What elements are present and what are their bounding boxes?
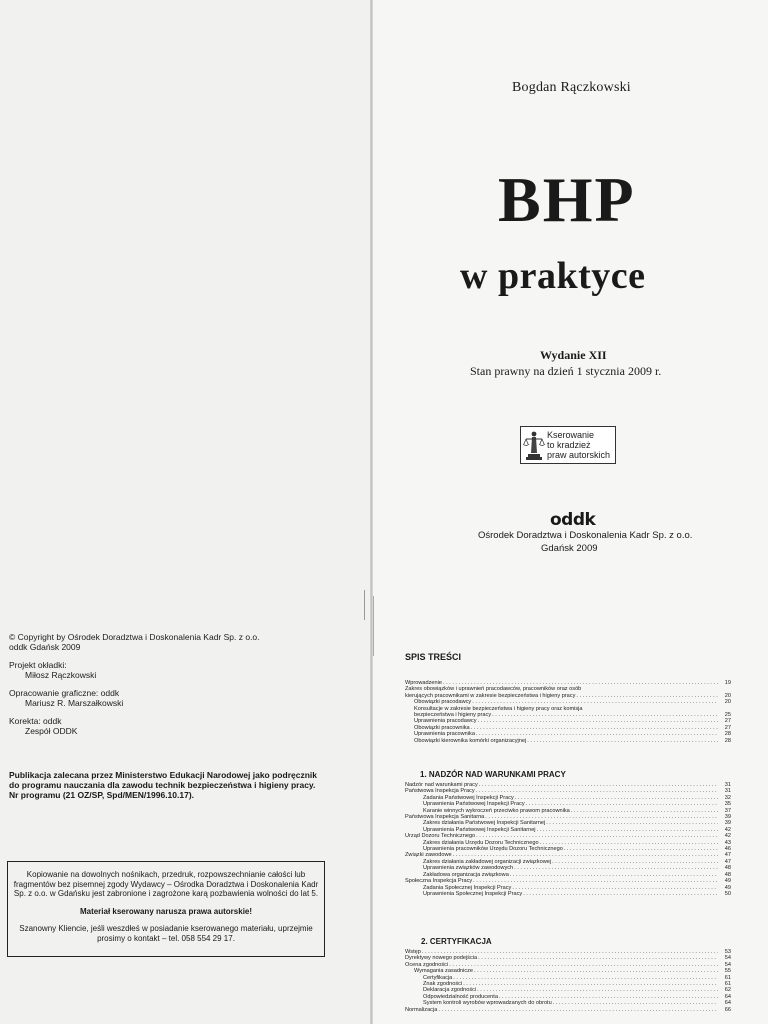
toc-entry-title: Zakres obowiązków i uprawnień pracodawców, pracowników oraz osób <box>405 686 582 693</box>
toc-page-number: 39 <box>724 820 731 827</box>
toc-entry-title: Nadzór nad warunkami pracy <box>405 782 478 788</box>
toc-entry-title: Społeczna Inspekcja Pracy <box>405 878 473 885</box>
toc-page-number: 55 <box>724 968 731 975</box>
toc-page-number: 54 <box>724 955 731 962</box>
toc-page-number: 19 <box>724 680 731 686</box>
toc-entry-title: Państwowa Inspekcja Sanitarna <box>405 814 485 821</box>
toc-heading: SPIS TREŚCI <box>405 652 462 662</box>
toc-entry-title: Uprawnienia Państwowej Inspekcji Pracy <box>423 801 525 808</box>
toc-section2-list <box>405 949 731 1013</box>
toc-leader-dots <box>523 891 718 897</box>
toc-page-number: 46 <box>724 846 731 853</box>
toc-section-title: 1. NADZÓR NAD WARUNKAMI PRACY <box>420 770 566 779</box>
toc-page-number: 35 <box>724 801 731 808</box>
toc-entry <box>405 891 731 897</box>
toc-page-number: 42 <box>724 826 731 833</box>
toc-entry-title: bezpieczeństwa i higieny pracy <box>414 712 492 719</box>
publisher-name: Ośrodek Doradztwa i Doskonalenia Kadr Sp. z o.o. <box>478 530 693 541</box>
legal-state-label: Stan prawny na dzień 1 stycznia 2009 r. <box>470 364 662 378</box>
toc-page-number: 48 <box>724 871 731 878</box>
credit-name: Zespół ODDK <box>25 726 78 736</box>
credit-name: Miłosz Rączkowski <box>25 670 97 680</box>
justice-statue-icon <box>521 427 547 463</box>
toc-page-number: 66 <box>724 1006 731 1013</box>
publisher-city: Gdańsk 2009 <box>541 543 598 554</box>
stamp-text <box>547 430 615 460</box>
toc-page-number: 62 <box>724 987 731 994</box>
toc-page-number: 20 <box>724 699 731 706</box>
toc-page-number: 49 <box>724 878 731 885</box>
toc-page-number: 47 <box>724 858 731 865</box>
credit-label: Korekta: oddk <box>9 716 62 726</box>
toc-page-number: 31 <box>724 788 731 795</box>
toc-page-number: 47 <box>724 852 731 859</box>
toc-page-number: 28 <box>724 731 731 738</box>
toc-page-number: 20 <box>724 692 731 699</box>
toc-section-title: 2. CERTYFIKACJA <box>421 937 492 946</box>
toc-entry-title: Certyfikacja <box>423 974 453 981</box>
copyright-stamp <box>520 426 616 464</box>
toc-page-number: 39 <box>724 814 731 821</box>
toc-section1-list <box>405 782 731 897</box>
toc-page-number: 27 <box>724 718 731 725</box>
toc-page-number: 37 <box>724 807 731 814</box>
toc-entry-title: Zakres działania Państwowej Inspekcji Sanitarnej <box>423 820 546 827</box>
toc-entry-title: kierujących pracownikami w zakresie bezpieczeństwa i higieny pracy <box>405 692 576 699</box>
toc-entry-title: Wstęp <box>405 949 421 955</box>
toc-entry-title: Normalizacja <box>405 1006 438 1013</box>
toc-page-number: 48 <box>724 865 731 872</box>
toc-entry-title: Zakres działania zakładowej organizacji związkowej <box>423 858 552 865</box>
copyright-block <box>9 632 260 652</box>
toc-entry-title: Związki zawodowe <box>405 852 452 859</box>
toc-entry-title: Wprowadzenie <box>405 680 442 686</box>
toc-page-number: 50 <box>724 890 731 897</box>
toc-entry-title: Zadania Państwowej Inspekcji Pracy <box>423 794 514 801</box>
toc-entry-title: Obowiązki kierownika komórki organizacyjnej <box>414 737 527 744</box>
toc-page-number: 49 <box>724 884 731 891</box>
toc-page-number: 54 <box>724 961 731 968</box>
book-spine <box>370 0 373 1024</box>
credit-label: Opracowanie graficzne: oddk <box>9 688 120 698</box>
ministry-recommendation: Publikacja zalecana przez Ministerstwo Edukacji Narodowej jako podręcznik do programu nauczania dla zawodu technik bezpieczeństwa i higieny pracy. Nr programu (21 OZ/SP, Spd/MEN/1996.10.17). <box>9 770 317 800</box>
toc-page-number: 27 <box>724 724 731 731</box>
credit-label: Projekt okładki: <box>9 660 67 670</box>
notice-warning: Materiał kserowany narusza prawa autorskie! <box>79 906 253 916</box>
toc-page-number: 28 <box>724 737 731 744</box>
notice-text: Kopiowanie na dowolnych nośnikach, przedruk, rozpowszechnianie całości lub fragmentów bez pisemnej zgody Wydawcy – Ośrodka Doradztwa i Doskonalenia Kadr Sp. z o.o. w Gdańsku jest zabronione i zagrożone karą pozbawienia wolności do lat 5. <box>13 870 319 898</box>
toc-intro-list <box>405 680 731 744</box>
toc-entry-title: Uprawnienia Państwowej Inspekcji Sanitarnej <box>423 826 536 833</box>
toc-entry-title: Zadania Społecznej Inspekcji Pracy <box>423 884 512 891</box>
stamp-line: Kserowanie <box>547 430 595 440</box>
author-name: Bogdan Rączkowski <box>512 80 631 95</box>
toc-page-number: 32 <box>724 794 731 801</box>
toc-entry <box>405 1007 731 1013</box>
toc-page-number: 42 <box>724 833 731 840</box>
toc-page-number: 61 <box>724 974 731 981</box>
toc-page-number: 53 <box>724 949 731 955</box>
copyright-line: oddk Gdańsk 2009 <box>9 642 81 652</box>
stamp-line: to kradzież <box>547 440 591 450</box>
toc-page-number: 61 <box>724 981 731 988</box>
toc-entry-title: Znak zgodności <box>423 981 463 988</box>
margin-mark <box>364 590 365 620</box>
toc-entry <box>405 738 731 744</box>
toc-entry-title: Obowiązki pracodawcy <box>414 699 472 706</box>
notice-contact: Szanowny Kliencie, jeśli weszdłeś w posiadanie kserowanego materiału, uprzejmie prosimy o kontakt – tel. 058 554 29 17. <box>19 924 313 943</box>
toc-page-number: 64 <box>724 993 731 1000</box>
toc-entry-title: Odpowiedzialność producenta <box>423 993 498 1000</box>
toc-entry-title: Karanie winnych wykroczeń przeciwko prawom pracownika <box>423 807 570 814</box>
toc-leader-dots <box>527 738 718 744</box>
toc-entry-title: Uprawnienia związków zawodowych <box>423 865 514 872</box>
publisher-logo: oddk <box>550 510 596 530</box>
toc-entry-title: Ocena zgodności <box>405 961 449 968</box>
toc-entry-title: Urząd Dozoru Technicznego <box>405 833 476 840</box>
credit-name: Mariusz R. Marszałkowski <box>25 698 124 708</box>
cover-credit <box>9 660 96 680</box>
edition-label: Wydanie XII <box>540 348 607 362</box>
toc-page-number: 25 <box>724 712 731 719</box>
book-subtitle: w praktyce <box>460 255 646 297</box>
toc-entry-title: Dyrektywy nowego podejścia <box>405 955 478 962</box>
toc-entry-title: Uprawnienia pracownika <box>414 731 475 738</box>
toc-entry-title: System kontroli wyrobów wprowadzanych do obrotu <box>423 1000 552 1007</box>
toc-page-number: 31 <box>724 782 731 788</box>
copyright-notice-box <box>7 861 325 957</box>
toc-entry-title: Wymagania zasadnicze <box>414 968 474 975</box>
toc-entry-title: Deklaracja zgodności <box>423 987 477 994</box>
proof-credit <box>9 716 77 736</box>
toc-page-number: 64 <box>724 1000 731 1007</box>
toc-entry-title: Konsultacje w zakresie bezpieczeństwa i higieny pracy oraz komisja <box>414 705 583 712</box>
margin-mark <box>373 596 374 656</box>
toc-page-number: 43 <box>724 839 731 846</box>
toc-entry-title: Uprawnienia pracodawcy <box>414 718 477 725</box>
stamp-line: praw autorskich <box>547 450 611 460</box>
toc-entry-title: Uprawnienia pracowników Urzędu Dozoru Technicznego <box>423 846 563 853</box>
toc-entry-title: Zakładowa organizacja związkowa <box>423 871 509 878</box>
toc-entry-title: Uprawnienia Społecznej Inspekcji Pracy <box>423 890 523 897</box>
toc-leader-dots <box>438 1007 718 1013</box>
toc-entry-title: Zakres działania Urzędu Dozoru Technicznego <box>423 839 539 846</box>
book-title: BHP <box>498 164 636 235</box>
toc-entry-title: Obowiązki pracownika <box>414 724 470 731</box>
graphics-credit <box>9 688 123 708</box>
copyright-line: © Copyright by Ośrodek Doradztwa i Doskonalenia Kadr Sp. z o.o. <box>9 632 260 642</box>
toc-entry-title: Państwowa Inspekcja Pracy <box>405 788 475 795</box>
